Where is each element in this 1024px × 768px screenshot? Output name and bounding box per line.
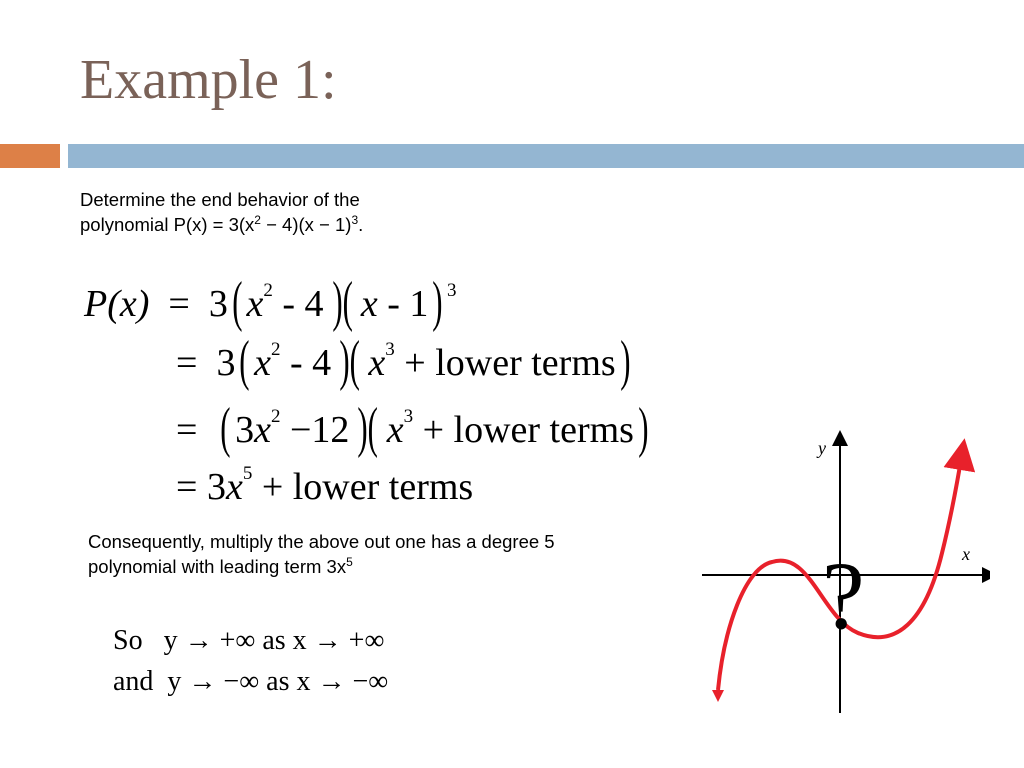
problem-statement	[80, 188, 500, 237]
eq2-minus4: - 4	[280, 342, 332, 384]
eq1-minus1: - 1	[377, 283, 429, 325]
intro-line1: Determine the end behavior of the	[80, 189, 360, 210]
conseq-line1: Consequently, multiply the above out one has a degree 5	[88, 531, 555, 552]
slide-title: Example 1:	[80, 49, 337, 111]
eq4-x-exp: 5	[242, 463, 253, 484]
question-mark: ?	[822, 542, 865, 649]
equation-3: = ( $3x^2 -12$ )( $x^3$ + lower terms)	[176, 397, 649, 459]
eq1-x: x	[246, 283, 264, 325]
eq3-x2: x	[386, 409, 404, 451]
eq1-equals: =	[168, 283, 190, 325]
eq3-minus12: −12	[280, 409, 350, 451]
eq3-rest: + lower terms	[413, 409, 634, 451]
polynomial-graph	[690, 428, 990, 728]
eq3-coef: 3	[235, 409, 255, 451]
equation-1: P(x) = 3( $x^2 - 4$ )( x - 1) $^3$	[84, 271, 457, 333]
eq1-x2: x	[360, 283, 378, 325]
equation-4	[176, 463, 474, 508]
accent-bar-orange	[0, 144, 60, 168]
eq3-x-exp: 2	[270, 406, 281, 427]
eq4-equals: =	[176, 466, 198, 508]
end-behavior-line1: So y → +∞ as x → +∞	[113, 625, 385, 656]
accent-bar-blue	[68, 144, 1024, 168]
intro-line2: polynomial P(x) = 3(x	[80, 213, 255, 235]
eq2-equals: =	[176, 342, 198, 384]
conseq-line2: polynomial with leading term 3x	[88, 555, 347, 577]
eq1-lhs: P(x)	[84, 283, 150, 325]
eq2-x-exp: 2	[270, 339, 281, 360]
eq4-coef: 3	[206, 466, 226, 508]
eq2-rest: + lower terms	[394, 342, 616, 384]
eq1-outer-exp: 3	[447, 280, 457, 301]
equation-2: = 3( $x^2 - 4$ )( $x^3$ + lower terms)	[176, 330, 631, 392]
eq3-x: x	[254, 409, 271, 451]
intro-exp1: 2	[254, 212, 261, 227]
eq1-minus4: - 4	[272, 283, 324, 325]
eq4-rest: + lower terms	[252, 466, 474, 508]
eq2-x2: x	[368, 342, 386, 384]
intro-exp2: 3	[351, 212, 359, 227]
conseq-exp: 5	[346, 554, 353, 569]
eq2-x2-exp: 3	[385, 339, 395, 360]
eq3-equals: =	[176, 409, 198, 451]
eq4-x: x	[225, 466, 243, 508]
y-axis-label: y	[818, 438, 826, 458]
intro-mid: − 4)(x − 1)	[260, 213, 352, 235]
eq2-coef: 3	[216, 342, 236, 384]
eq1-x-exp: 2	[263, 280, 273, 301]
eq1-coef: 3	[208, 283, 228, 325]
intro-end: .	[358, 213, 364, 235]
curve-start-arrow	[712, 690, 724, 702]
eq2-x: x	[254, 342, 271, 384]
conclusion-text	[88, 530, 748, 579]
x-axis-label: x	[962, 544, 970, 564]
eq3-x2-exp: 3	[403, 406, 414, 427]
end-behavior-line2: and y → −∞ as x → −∞	[113, 666, 389, 697]
